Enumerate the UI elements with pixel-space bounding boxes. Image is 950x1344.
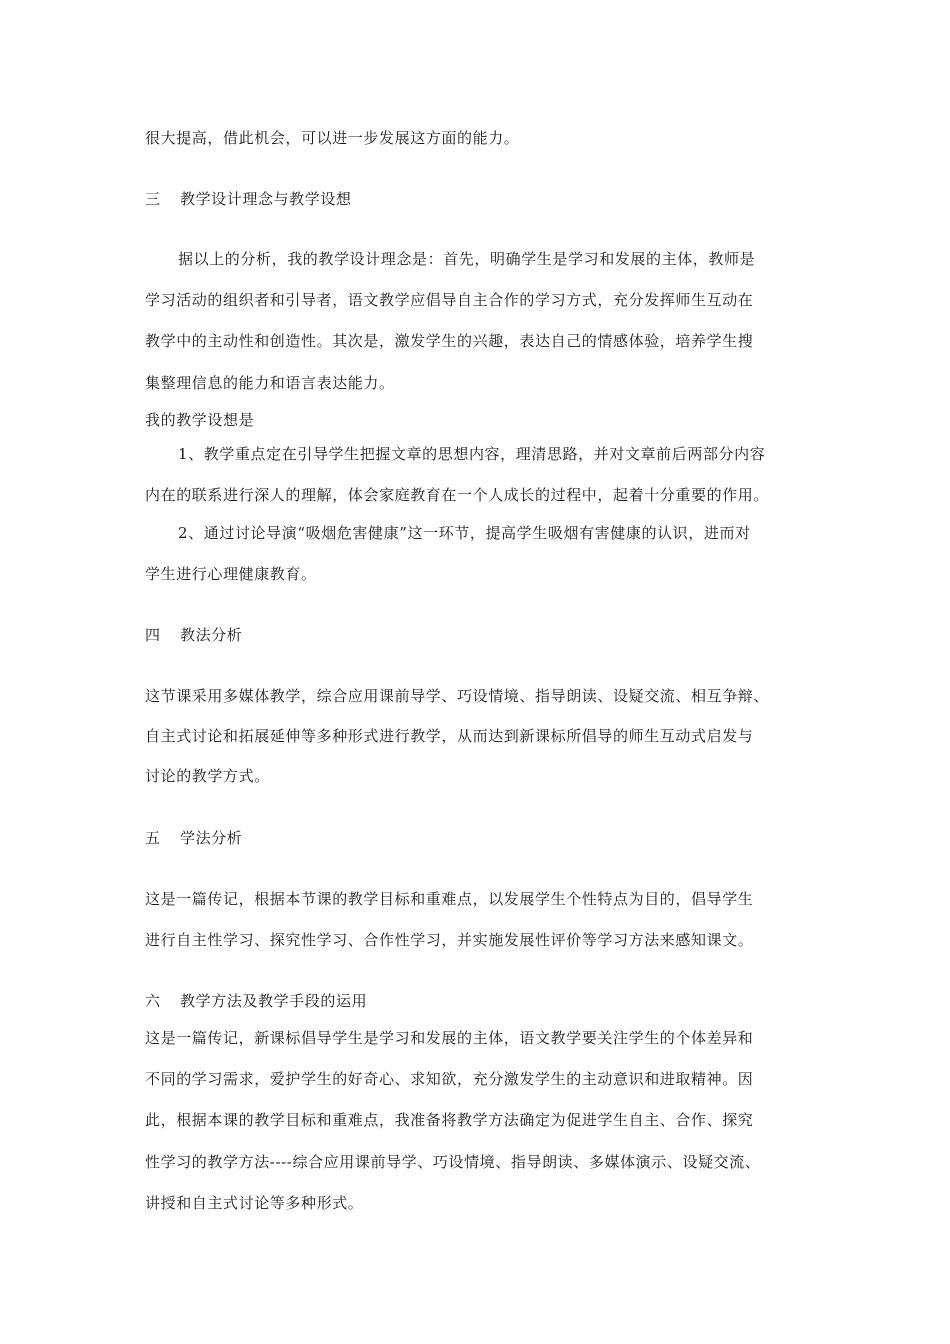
paragraph-line: 教学中的主动性和创造性。其次是，激发学生的兴趣，表达自己的情感体验，培养学生搜	[145, 332, 754, 350]
paragraph-line: 内在的联系进行深人的理解，体会家庭教育在一个人成长的过程中，起着十分重要的作用。	[145, 486, 770, 504]
paragraph-line: 性学习的教学方法----综合应用课前导学、巧设情境、指导朗读、多媒体演示、设疑交流、	[145, 1153, 761, 1171]
paragraph-line: 据以上的分析，我的教学设计理念是：首先，明确学生是学习和发展的主体，教师是	[178, 250, 756, 268]
paragraph-line: 进行自主性学习、探究性学习、合作性学习，并实施发展性评价等学习方法来感知课文。	[145, 931, 754, 949]
section-heading-5: 五 学法分析	[145, 829, 243, 847]
paragraph-line: 自主式讨论和拓展延伸等多种形式进行教学，从而达到新课标所倡导的师生互动式启发与	[145, 727, 754, 745]
paragraph-line: 很大提高，借此机会，可以进一步发展这方面的能力。	[145, 129, 520, 147]
paragraph-line: 这节课采用多媒体教学，综合应用课前导学、巧设情境、指导朗读、设疑交流、相互争辩、	[145, 687, 770, 705]
paragraph-line: 学生进行心理健康教育。	[145, 565, 317, 583]
paragraph-line: 学习活动的组织者和引导者，语文教学应倡导自主合作的学习方式，充分发挥师生互动在	[145, 291, 754, 309]
paragraph-line: 此，根据本课的教学目标和重难点，我准备将教学方法确定为促进学生自主、合作、探究	[145, 1111, 754, 1129]
section-heading-6: 六 教学方法及教学手段的运用	[145, 992, 368, 1010]
list-item-1: 1、教学重点定在引导学生把握文章的思想内容，理清思路，并对文章前后两部分内容	[178, 445, 766, 463]
paragraph-line: 这是一篇传记，根据本节课的教学目标和重难点，以发展学生个性特点为目的，倡导学生	[145, 890, 754, 908]
paragraph-line: 讲授和自主式讨论等多种形式。	[145, 1194, 364, 1212]
paragraph-line: 我的教学设想是	[145, 411, 255, 429]
paragraph-line: 讨论的教学方式。	[145, 767, 270, 785]
section-heading-3: 三 教学设计理念与教学设想	[145, 190, 352, 208]
list-item-2: 2、通过讨论导演“吸烟危害健康”这一环节，提高学生吸烟有害健康的认识，进而对	[178, 524, 751, 542]
section-heading-4: 四 教法分析	[145, 626, 243, 644]
paragraph-line: 集整理信息的能力和语言表达能力。	[145, 374, 395, 392]
paragraph-line: 这是一篇传记，新课标倡导学生是学习和发展的主体，语文教学要关注学生的个体差异和	[145, 1029, 754, 1047]
paragraph-line: 不同的学习需求，爱护学生的好奇心、求知欲，充分激发学生的主动意识和进取精神。因	[145, 1070, 754, 1088]
